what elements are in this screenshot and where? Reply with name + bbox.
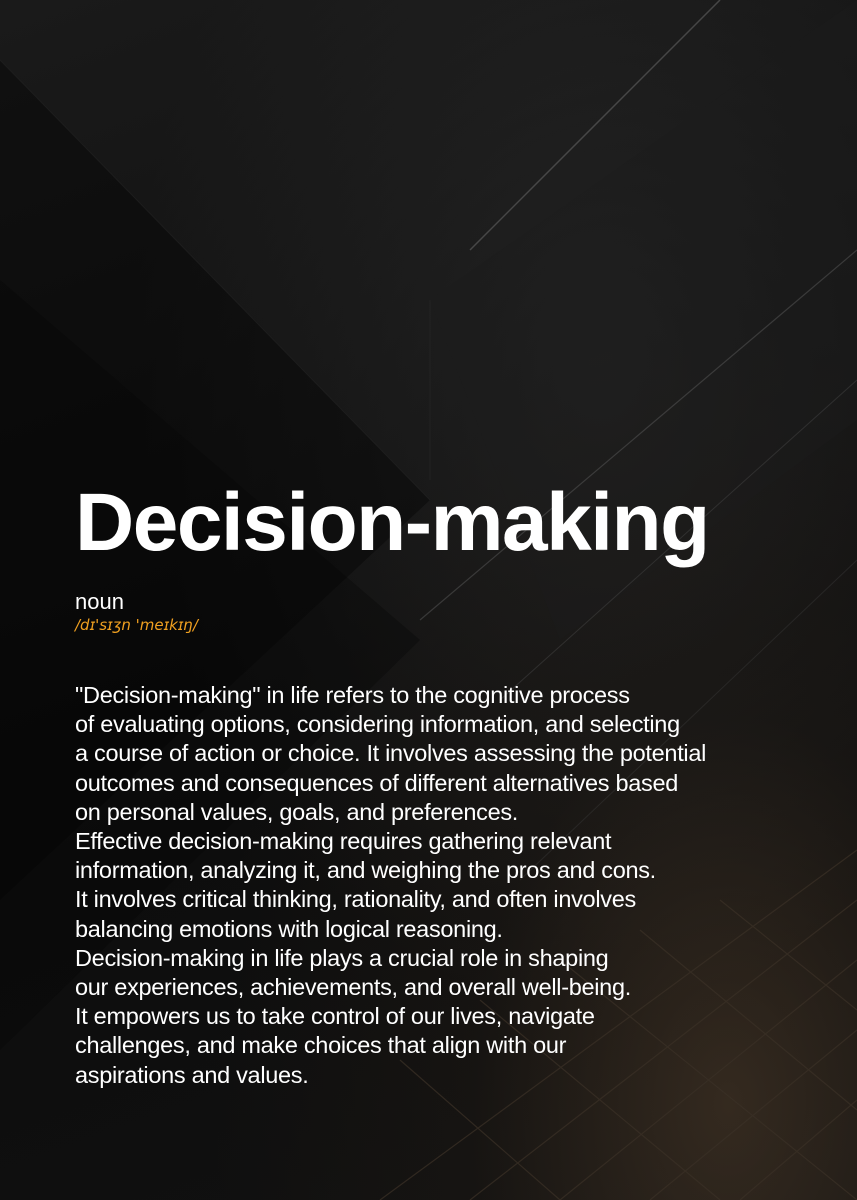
headword-title: Decision-making bbox=[75, 477, 709, 568]
definition-line: aspirations and values. bbox=[75, 1061, 309, 1088]
definition-block bbox=[75, 478, 795, 1090]
definition-line: Effective decision-making requires gathering relevant bbox=[75, 828, 612, 855]
definition-line: on personal values, goals, and preferences. bbox=[75, 798, 519, 825]
definition-line: balancing emotions with logical reasoning. bbox=[75, 915, 503, 942]
definition-line: information, analyzing it, and weighing the pros and cons. bbox=[75, 857, 656, 884]
definition-line: It empowers us to take control of our lives, navigate bbox=[75, 1003, 595, 1030]
definition-line: "Decision-making" in life refers to the cognitive process bbox=[75, 682, 630, 708]
definition-line: It involves critical thinking, rationality, and often involves bbox=[75, 886, 636, 913]
pronunciation: /dɪ'sɪʒn 'meɪkɪŋ/ bbox=[75, 616, 198, 634]
definition-line: of evaluating options, considering information, and selecting bbox=[75, 711, 680, 738]
definition-line: outcomes and consequences of different alternatives based bbox=[75, 769, 679, 796]
definition-line: our experiences, achievements, and overall well-being. bbox=[75, 974, 631, 1001]
part-of-speech: noun bbox=[75, 589, 124, 614]
definition-line: challenges, and make choices that align with our bbox=[75, 1032, 567, 1059]
definition-line: a course of action or choice. It involves assessing the potential bbox=[75, 740, 707, 767]
definition-text bbox=[75, 681, 795, 1090]
definition-line: Decision-making in life plays a crucial role in shaping bbox=[75, 944, 609, 971]
